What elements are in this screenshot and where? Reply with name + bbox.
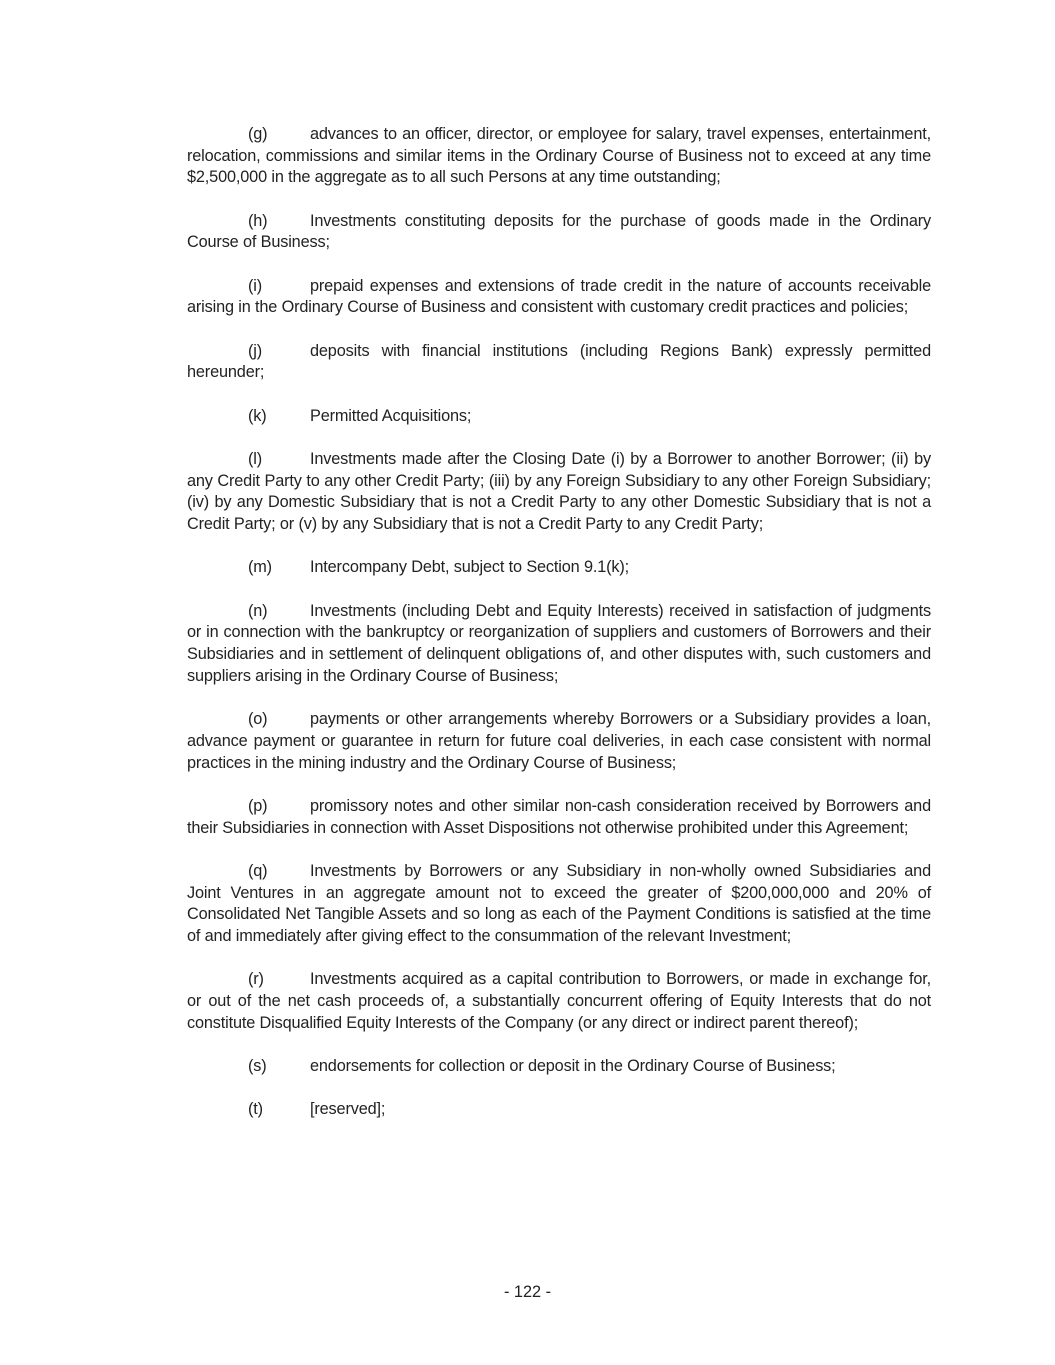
- clause-text: promissory notes and other similar non-cash consideration received by Borrowers and their Subsidiaries in connection with Asset Dispositions not otherwise prohibited under this Agreement;: [187, 796, 931, 837]
- clause-t: [187, 1099, 931, 1121]
- clause-m: [187, 557, 931, 579]
- page-number: - 122 -: [503, 1283, 552, 1301]
- clause-marker: (o): [248, 710, 268, 729]
- clause-marker: (h): [248, 211, 268, 230]
- clause-s: [187, 1056, 931, 1078]
- clause-text: Permitted Acquisitions;: [310, 406, 472, 425]
- clause-marker: (r): [248, 970, 264, 989]
- clause-marker: (n): [248, 601, 268, 620]
- clause-marker: (p): [248, 796, 268, 815]
- clause-text: endorsements for collection or deposit in the Ordinary Course of Business;: [310, 1056, 836, 1075]
- clause-text: [reserved];: [310, 1100, 386, 1119]
- clause-j: [187, 341, 931, 384]
- clause-text: Investments acquired as a capital contribution to Borrowers, or made in exchange for, or out of the net cash proceeds of, a substantially concurrent offering of Equity Interests that do not constitute Disqualified Equity Interests of the Company (or any direct or indirect parent thereof);: [187, 970, 931, 1032]
- clause-p: [187, 796, 931, 839]
- clause-h: [187, 211, 931, 254]
- clause-text: Investments constituting deposits for the purchase of goods made in the Ordinary Course of Business;: [187, 211, 931, 252]
- clause-text: Investments (including Debt and Equity Interests) received in satisfaction of judgments or in connection with the bankruptcy or reorganization of suppliers and customers of Borrowers and their Subsidiaries and in settlement of delinquent obligations of, and other disputes with, such customers and suppliers arising in the Ordinary Course of Business;: [187, 601, 931, 685]
- clause-marker: (k): [248, 406, 267, 425]
- clause-o: [187, 709, 931, 774]
- clause-marker: (s): [248, 1056, 267, 1075]
- clause-i: [187, 276, 931, 319]
- clause-marker: (i): [248, 276, 263, 295]
- clause-marker: (j): [248, 341, 263, 360]
- clause-text: prepaid expenses and extensions of trade credit in the nature of accounts receivable arising in the Ordinary Course of Business and consistent with customary credit practices and policies;: [187, 276, 931, 317]
- clause-g: [187, 124, 931, 189]
- clause-marker: (q): [248, 861, 268, 880]
- clause-l: [187, 449, 931, 536]
- clause-text: deposits with financial institutions (including Regions Bank) expressly permitted hereunder;: [187, 341, 931, 382]
- clause-marker: (g): [248, 125, 268, 143]
- clause-text: Investments made after the Closing Date (i) by a Borrower to another Borrower; (ii) by any Credit Party to any other Credit Party; (iii) by any Foreign Subsidiary to any other Foreign Subsidiary; (iv) by any Domestic Subsidiary that is not a Credit Party to any other Domestic Subsidiary that is not a Credit Party; or (v) by any Subsidiary that is not a Credit Party to any Credit Party;: [187, 450, 931, 534]
- clause-text: Investments by Borrowers or any Subsidiary in non-wholly owned Subsidiaries and Joint Ventures in an aggregate amount not to exceed the greater of $200,000,000 and 20% of Consolidated Net Tangible Assets and so long as each of the Payment Conditions is satisfied at the time of and immediately after giving effect to the consummation of the relevant Investment;: [187, 861, 931, 945]
- clause-marker: (t): [248, 1100, 263, 1119]
- clause-marker: (l): [248, 450, 263, 468]
- clause-text: advances to an officer, director, or employee for salary, travel expenses, entertainment, relocation, commissions and similar items in the Ordinary Course of Business not to exceed at any time $2,500,000 in the aggregate as to all such Persons at any time outstanding;: [187, 125, 931, 187]
- clause-n: [187, 601, 931, 688]
- clause-text: Intercompany Debt, subject to Section 9.1(k);: [310, 558, 630, 577]
- document-body: [187, 124, 931, 1143]
- clause-k: [187, 406, 931, 428]
- clause-r: [187, 969, 931, 1034]
- clause-q: [187, 861, 931, 948]
- clause-text: payments or other arrangements whereby Borrowers or a Subsidiary provides a loan, advance payment or guarantee in return for future coal deliveries, in each case consistent with normal practices in the mining industry and the Ordinary Course of Business;: [187, 710, 931, 772]
- clause-marker: (m): [248, 558, 272, 577]
